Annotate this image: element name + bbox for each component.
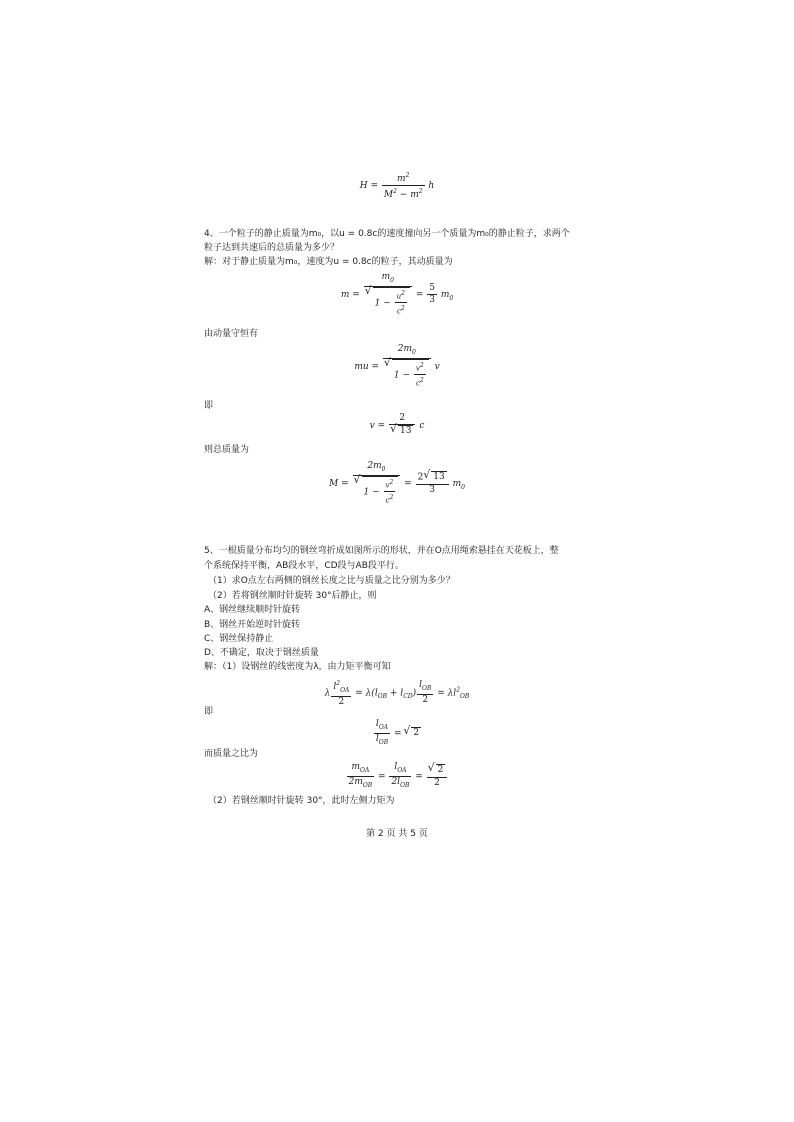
equation-length-ratio: $\frac{l_{OA}}{l_{OB}}$ = √ 2: [0, 719, 794, 748]
equation-total-mass: M = $2m_0$ √ 1 − $\frac{v^2}{c^2}$ = $\frac{2√ 13}{3}$ $m_0$: [0, 461, 794, 506]
ji-text-4: 即: [204, 401, 214, 411]
equation-mass: m = $m_0$ √ 1 − $\frac{u^2}{c^2}$ = $\frac{5}{3}$ $m_0$: [0, 272, 794, 317]
problem4-question-line1: 4、一个粒子的静止质量为m₀，以u = 0.8c的速度撞向另一个质量为m₀的静止粒子，求两个: [204, 229, 570, 239]
momentum-text: 由动量守恒有: [204, 329, 259, 339]
option-d: D、不确定，取决于钢丝质量: [204, 648, 319, 658]
page-footer: 第 2 页 共 5 页: [366, 829, 428, 839]
eq-h-text: H =: [359, 181, 381, 191]
problem5-question-line1: 5、一根质量分布均匀的钢丝弯折成如图所示的形状，并在O点用绳索悬挂在天花板上，整: [204, 546, 559, 556]
equation-torque: λ $\frac{l^2_{OA}}{2}$ = $\lambda(l_{OB} + l_{CD})$ $\frac{l_{OB}}{2}$ = $\lambda l^2_{OB}$: [324, 680, 470, 707]
problem4-solution-intro: 解：对于静止质量为m₀，速度为u = 0.8c的粒子，其动质量为: [204, 257, 453, 267]
equation-v: v = 2 √ 13 c: [0, 413, 794, 438]
option-a: A、钢丝继续顺时针旋转: [204, 605, 301, 615]
problem5-solution2: （2）若钢丝顺时针旋转 30°，此时左侧力矩为: [208, 796, 395, 806]
ji-text-5: 即: [204, 707, 214, 717]
option-b: B、钢丝开始逆时针旋转: [204, 620, 301, 630]
problem5-solution1: 解：（1）设钢丝的线密度为λ，由力矩平衡可知: [204, 662, 391, 672]
total-mass-text: 则总质量为: [204, 445, 250, 455]
equation-mass-ratio: $\frac{m_{OA}}{2m_{OB}}$ = $\frac{l_{OA}}{2l_{OB}}$ = √ $\frac{2}{2}$: [0, 762, 794, 791]
problem5-question-line2: 个系统保持平衡，AB段水平，CD段与AB段平行。: [204, 561, 404, 571]
option-c: C、钢丝保持静止: [204, 634, 274, 644]
problem5-sub1: （1）求O点左右两侧的钢丝长度之比与质量之比分别为多少？: [208, 576, 455, 586]
equation-momentum: mu = $2m_0$ √ 1 − $\frac{v^2}{c^2}$ v: [0, 344, 794, 389]
problem4-question-line2: 粒子达到共速后的总质量为多少？: [204, 243, 340, 253]
equation-h: H = $\frac{m^2}{M^2 - m^2}$ h: [359, 172, 435, 200]
problem5-sub2: （2）若将钢丝顺时针旋转 30°后静止，则: [208, 591, 377, 601]
mass-ratio-text: 而质量之比为: [204, 749, 259, 759]
